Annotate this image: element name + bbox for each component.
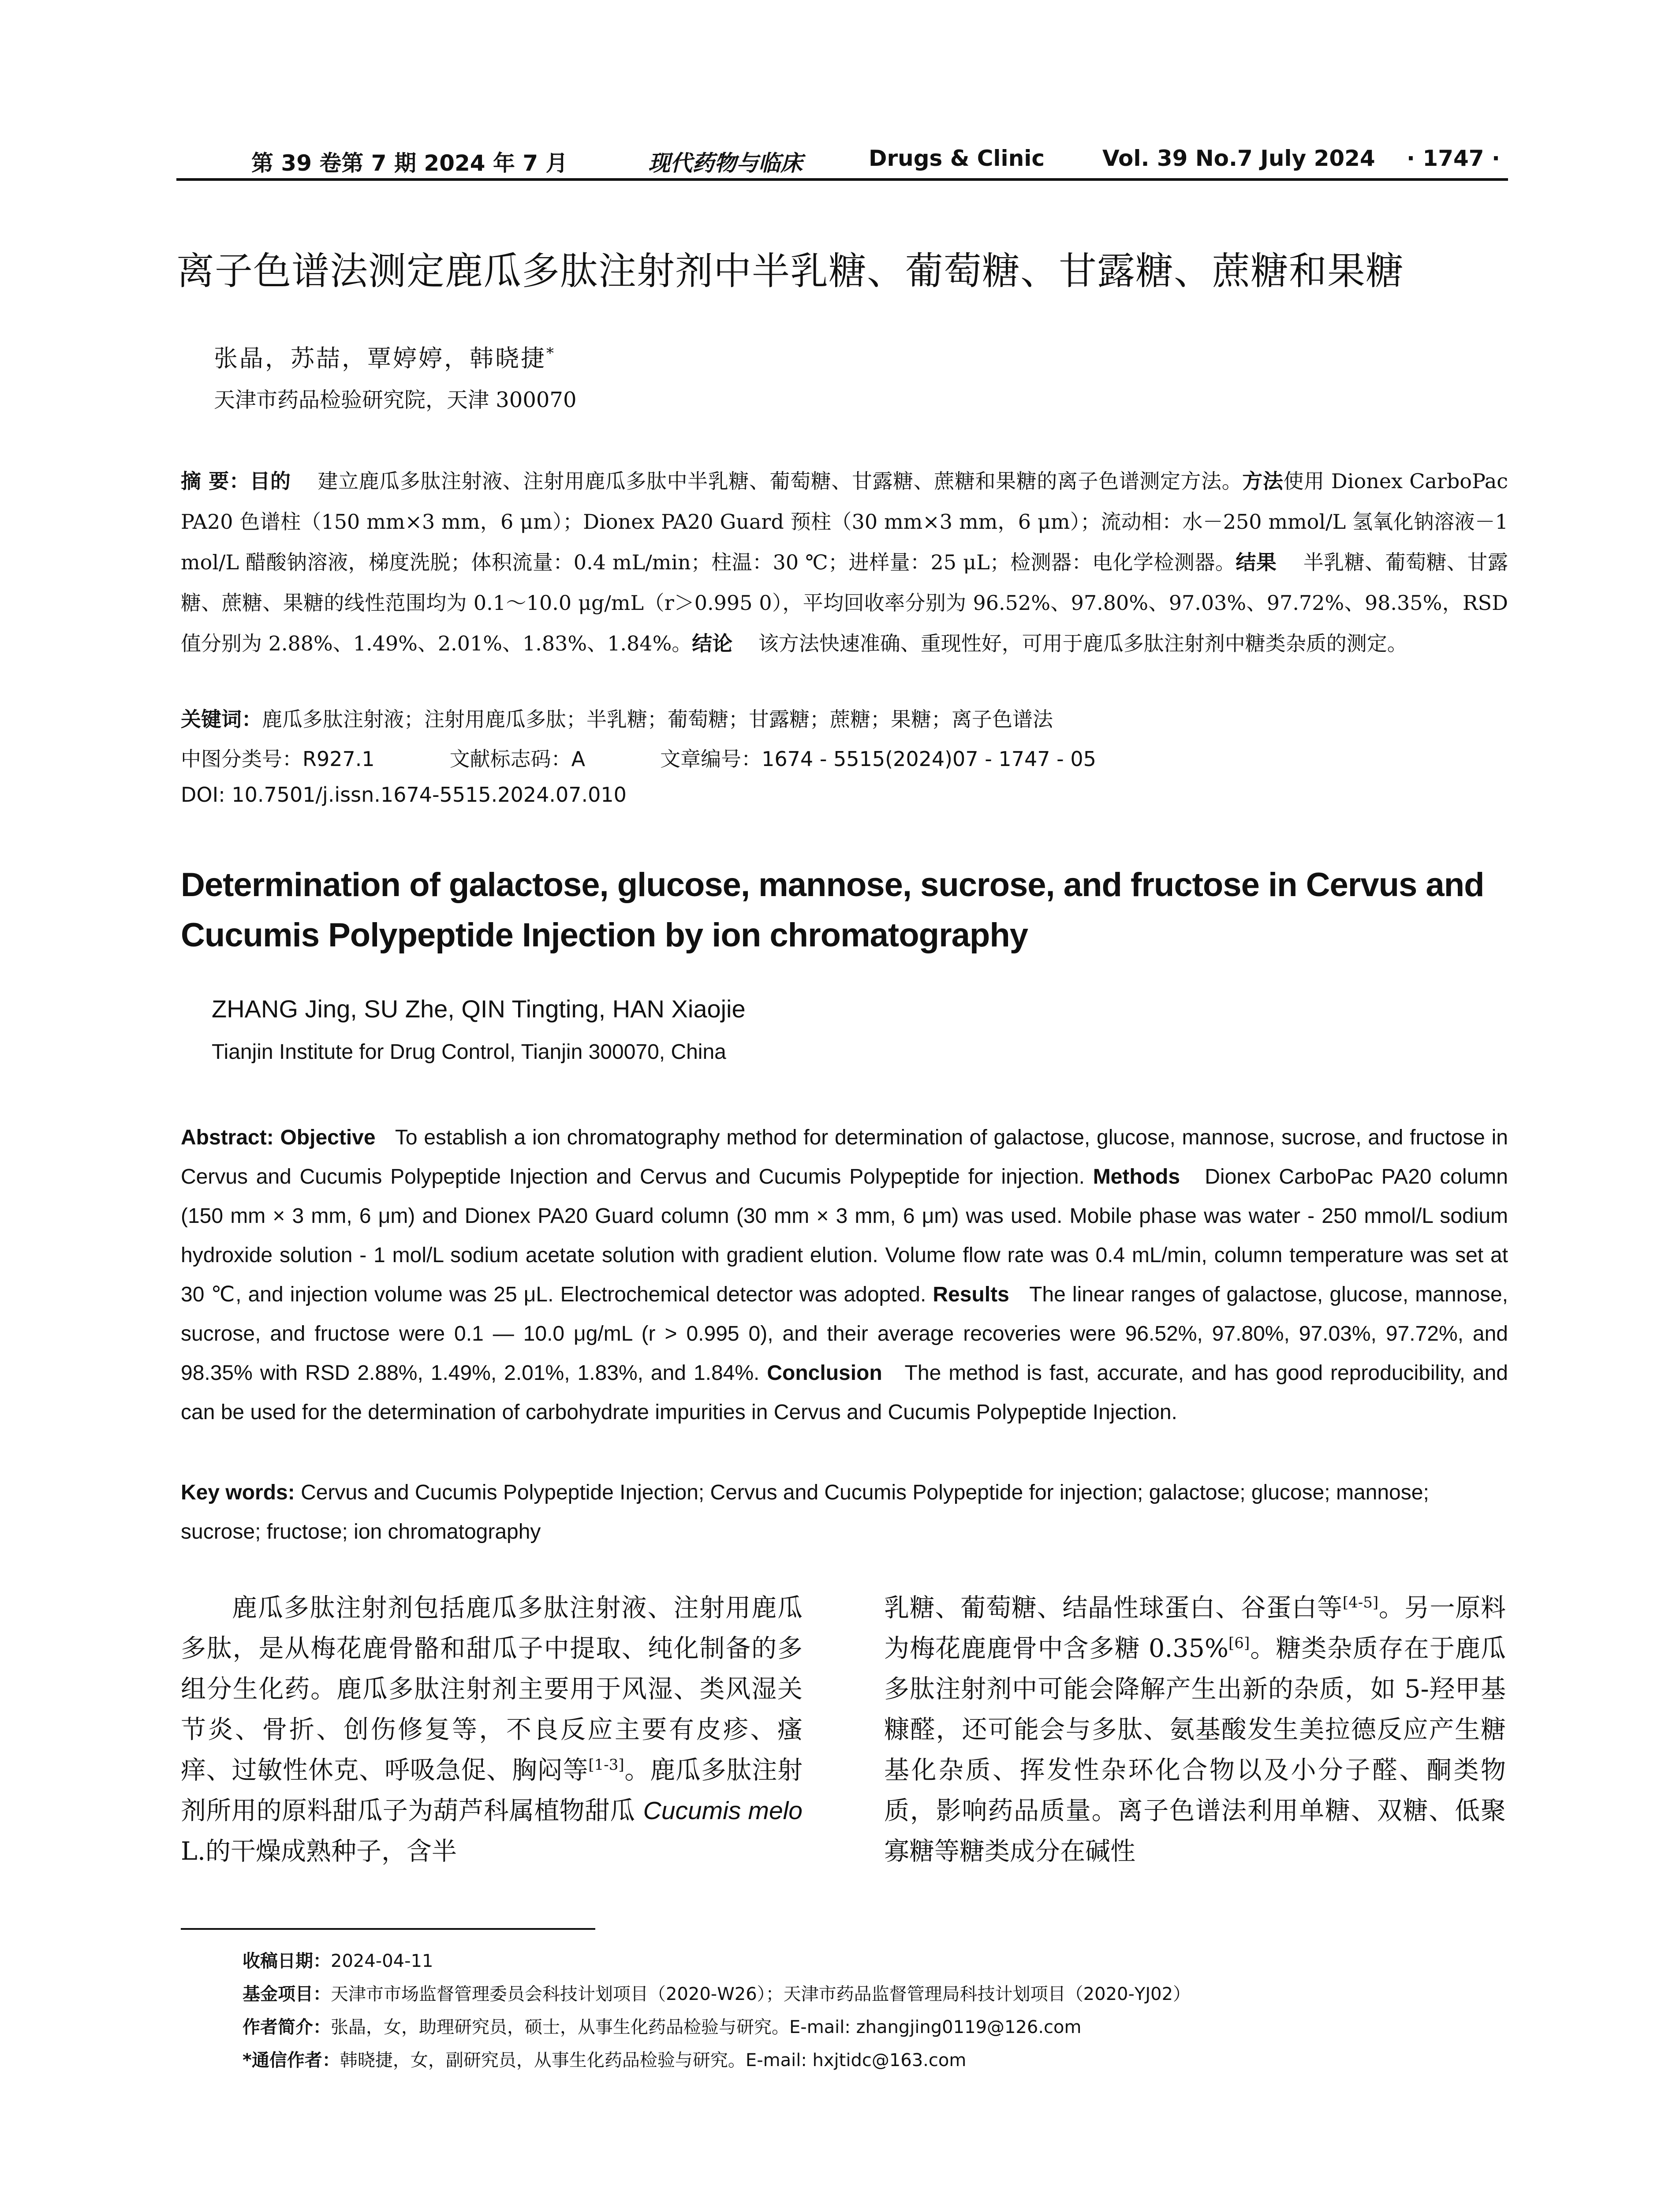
title-en: Determination of galactose, glucose, mannose, sucrose, and fructose in Cervus and Cucumis Polypeptide Injection by ion chromatography (181, 866, 1484, 954)
conclusion-en-text: The method is fast, accurate, and has good reproducibility, and can be used for the determination of carbohydrate impurities in Cervus and Cucumis Polypeptide Injection. (181, 1361, 1508, 1424)
conclusion-en-label: Conclusion (767, 1361, 882, 1385)
methods-en-text: Dionex CarboPac PA20 column (150 mm × 3 mm, 6 μm) and Dionex PA20 Guard column (30 mm × 3 mm, 6 μm) was used. Mobile phase was water - 250 mmol/L sodium hydroxide solution - 1 mol/L sodium acetate solution with gradient elution. Volume flow rate was 0.4 mL/min, column temperature was set at 30 ℃, and injection volume was 25 μL. Electrochemical detector was adopted. (181, 1165, 1508, 1306)
objective-en-label: Objective (280, 1126, 376, 1149)
objective-en-text: To establish a ion chromatography method for determination of galactose, glucose, mannose, sucrose, and fructose in Cervus and Cucumis Polypeptide Injection and Cervus and Cucumis Polypeptide for injection. (181, 1126, 1508, 1188)
objective-cn-label: 目的 (250, 469, 291, 493)
abstract-en (181, 1118, 1508, 1432)
results-en-text: The linear ranges of galactose, glucose, mannose, sucrose, and fructose were 0.1 — 10.0 μg/mL (r > 0.995 0), and their average recoveries were 96.52%, 97.80%, 97.03%, 97.72%, and 98.35% with RSD 2.88%, 1.49%, 2.01%, 1.83%, and 1.84%. (181, 1283, 1508, 1385)
species-name: Cucumis melo (643, 1797, 803, 1825)
article-number: 1674 - 5515(2024)07 - 1747 - 05 (762, 747, 1096, 771)
header-page-number: · 1747 · (1407, 146, 1500, 171)
results-cn-text: 半乳糖、葡萄糖、甘露糖、蔗糖、果糖的线性范围均为 0.1～10.0 μg/mL（r＞0.995 0），平均回收率分别为 96.52%、97.80%、97.03%、97.72%、98.35%，RSD 值分别为 2.88%、1.49%、2.01%、1.83%、1.84%。 (181, 550, 1508, 655)
header-rule (176, 178, 1508, 181)
results-cn-label: 结果 (1236, 550, 1277, 574)
clc-number: R927.1 (302, 747, 375, 771)
authors-cn: 张晶，苏喆，覃婷婷，韩晓捷* (214, 344, 556, 372)
methods-en-label: Methods (1093, 1165, 1180, 1188)
header-journal-cn: 现代药物与临床 (648, 150, 803, 176)
footnote-author: 作者简介：张晶，女，助理研究员，硕士，从事生化药品检验与研究。E-mail: zhangjing0119@126.com (243, 2017, 1082, 2037)
header-volume-cn: 第 39 卷第 7 期 2024 年 7 月 (251, 150, 568, 176)
objective-cn-text: 建立鹿瓜多肽注射液、注射用鹿瓜多肽中半乳糖、葡萄糖、甘露糖、蔗糖和果糖的离子色谱测定方法。 (317, 469, 1243, 493)
methods-cn-text: 使用 Dionex CarboPac PA20 色谱柱（150 mm×3 mm，6 μm）；Dionex PA20 Guard 预柱（30 mm×3 mm，6 μm）；流动相：水－250 mmol/L 氢氧化钠溶液－1 mol/L 醋酸钠溶液，梯度洗脱；体积流量：0.4 mL/min；柱温：30 ℃；进样量：25 μL；检测器：电化学检测器。 (181, 469, 1508, 574)
title-cn: 离子色谱法测定鹿瓜多肽注射剂中半乳糖、葡萄糖、甘露糖、蔗糖和果糖 (176, 249, 1404, 293)
abstract-en-label: Abstract: (181, 1126, 274, 1149)
footnote-fund: 基金项目：天津市市场监督管理委员会科技计划项目（2020-W26）；天津市药品监督管理局科技计划项目（2020-YJ02） (243, 1984, 1191, 2004)
affiliation-cn: 天津市药品检验研究院，天津 300070 (214, 388, 577, 412)
citation: [6] (1228, 1634, 1250, 1652)
keywords-cn: 关键词：鹿瓜多肽注射液；注射用鹿瓜多肽；半乳糖；葡萄糖；甘露糖；蔗糖；果糖；离子色谱法 (181, 707, 1053, 731)
running-header (176, 142, 1508, 180)
doi-line: DOI: 10.7501/j.issn.1674-5515.2024.07.010 (181, 783, 627, 807)
abstract-cn (181, 461, 1508, 664)
abstract-cn-label: 摘 要： (181, 469, 250, 493)
results-en-label: Results (933, 1283, 1009, 1306)
citation: [4-5] (1342, 1594, 1379, 1611)
conclusion-cn-text: 该方法快速准确、重现性好，可用于鹿瓜多肽注射剂中糖类杂质的测定。 (758, 632, 1407, 655)
footnote-received: 收稿日期：2024-04-11 (243, 1951, 433, 1971)
footnote-rule (181, 1928, 595, 1930)
header-journal-en: Drugs & Clinic (869, 146, 1045, 171)
document-code: A (571, 747, 586, 771)
classification-line: 中图分类号：R927.1 文献标志码：A 文章编号：1674 - 5515(2024)07 - 1747 - 05 (181, 747, 1096, 771)
methods-cn-label: 方法 (1242, 469, 1284, 493)
authors-en: ZHANG Jing, SU Zhe, QIN Tingting, HAN Xiaojie (212, 995, 746, 1023)
header-volume-en: Vol. 39 No.7 July 2024 (1102, 146, 1375, 171)
conclusion-cn-label: 结论 (692, 632, 733, 655)
keywords-en: Key words: Cervus and Cucumis Polypeptide Injection; Cervus and Cucumis Polypeptide for injection; galactose; glucose; mannose; sucrose; fructose; ion chromatography (181, 1481, 1429, 1544)
corresponding-mark: * (546, 344, 556, 362)
footnote-corresponding: *通信作者：韩晓捷，女，副研究员，从事生化药品检验与研究。E-mail: hxjtidc@163.com (243, 2050, 967, 2070)
body-column-right: 乳糖、葡萄糖、结晶性球蛋白、谷蛋白等[4-5]。另一原料为梅花鹿鹿骨中含多糖 0.35%[6]。糖类杂质存在于鹿瓜多肽注射剂中可能会降解产生出新的杂质，如 5-羟甲基糠醛，还可能会与多肽、氨基酸发生美拉德反应产生糖基化杂质、挥发性杂环化合物以及小分子醛、酮类物质，影响药品质量。离子色谱法利用单糖、双糖、低聚寡糖等糖类成分在碱性 (884, 1593, 1506, 1866)
citation: [1-3] (588, 1756, 624, 1774)
affiliation-en: Tianjin Institute for Drug Control, Tianjin 300070, China (212, 1040, 726, 1064)
body-column-left: 鹿瓜多肽注射剂包括鹿瓜多肽注射液、注射用鹿瓜多肽，是从梅花鹿骨骼和甜瓜子中提取、纯化制备的多组分生化药。鹿瓜多肽注射剂主要用于风湿、类风湿关节炎、骨折、创伤修复等，不良反应主要有皮疹、瘙痒、过敏性休克、呼吸急促、胸闷等[1-3]。鹿瓜多肽注射剂所用的原料甜瓜子为葫芦科属植物甜瓜 Cucumis melo L.的干燥成熟种子，含半 (181, 1593, 803, 1866)
